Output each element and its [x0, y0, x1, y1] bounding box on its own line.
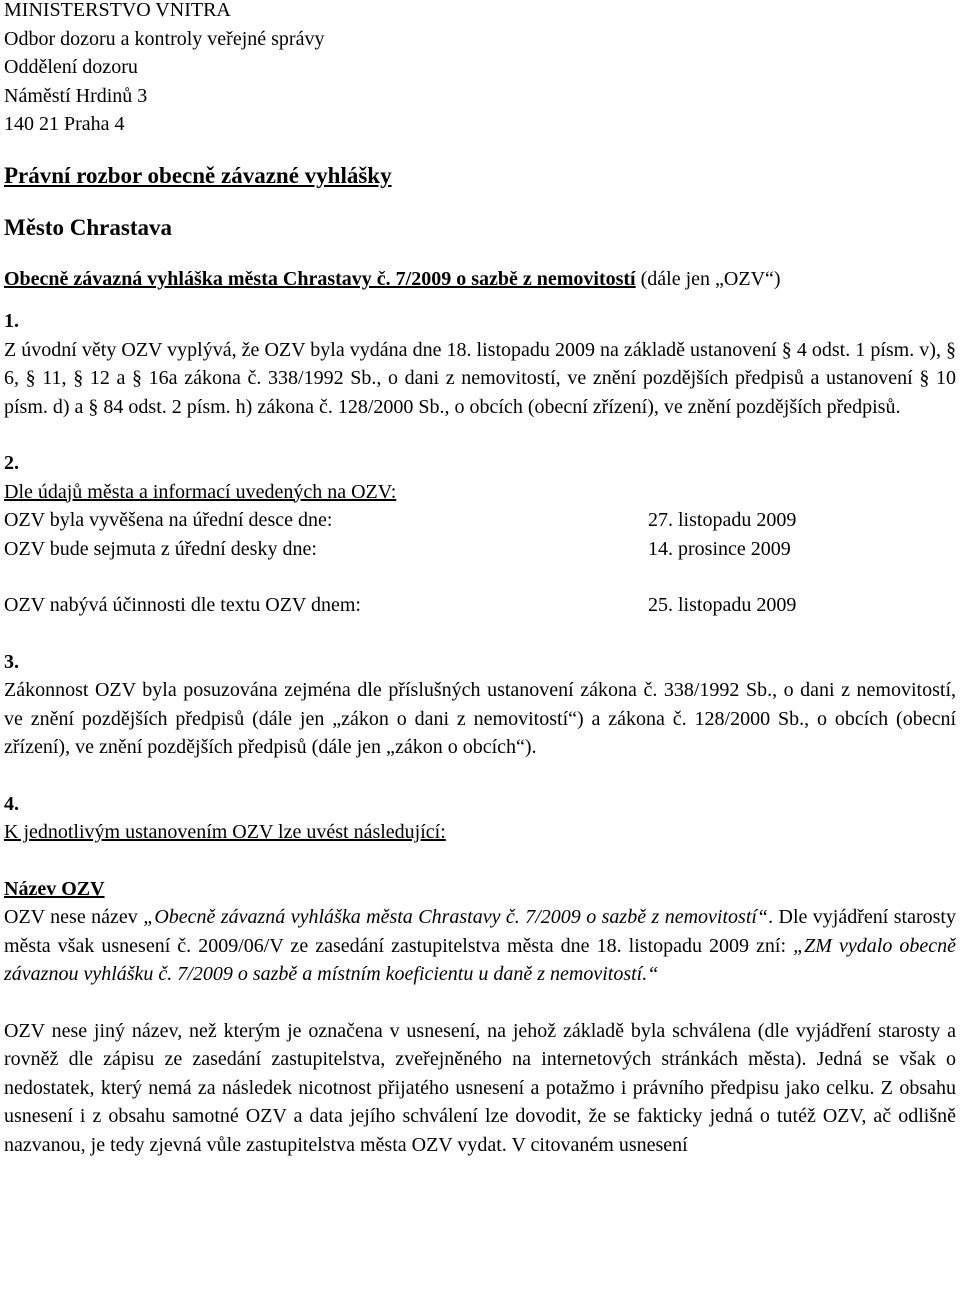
section-name: Oddělení dozoru [4, 56, 138, 78]
effective-date-value: 25. listopadu 2009 [648, 594, 797, 616]
section-4-heading: K jednotlivým ustanovením OZV lze uvést následující: [4, 821, 446, 843]
department-name: Odbor dozoru a kontroly veřejné správy [4, 27, 325, 50]
posted-date-value: 27. listopadu 2009 [648, 509, 797, 531]
removal-date-value: 14. prosince 2009 [648, 537, 791, 560]
name-paragraph-part-1: OZV nese název [4, 906, 144, 928]
removal-date-row [4, 535, 956, 564]
posted-date-label: OZV byla vyvěšena na úřední desce dne: [4, 509, 333, 531]
address-street: Náměstí Hrdinů 3 [4, 84, 148, 107]
name-paragraph [4, 903, 956, 989]
document-title: Právní rozbor obecně závazné vyhlášky [4, 162, 392, 188]
analysis-paragraph: OZV nese jiný název, než kterým je označena v usnesení, na jehož základě byla schválena (dle vyjádření starosty a rovněž dle zápisu ze zasedání zastupitelstva, zveřejněného na internetových stránkách města). Jedná se však o nedostatek, který nemá za následek nicotnost přijatého usnesení a potažmo i právního předpisu jako celku. Z obsahu usnesení i z obsahu samotné OZV a data jejího schválení lze dovodit, že se fakticky jedná o tutéž OZV, ač odlišně nazvanou, je tedy zjevná vůle zastupitelstva města OZV vydat. V citovaném usnesení [4, 1019, 956, 1156]
ozv-title-line [4, 265, 956, 294]
section-2-heading: Dle údajů města a informací uvedených na OZV: [4, 480, 397, 503]
ministry-name: MINISTERSTVO VNITRA [4, 0, 231, 21]
subsection-heading-name: Název OZV [4, 877, 105, 900]
letterhead [4, 0, 956, 139]
name-paragraph-part-2: . Dle vyjádření starosty města však usnesení č. 2009/06/V ze zasedání zastupitelstva města dne 18. listopadu 2009 zní: [4, 906, 956, 957]
removal-date-label: OZV bude sejmuta z úřední desky dne: [4, 537, 317, 560]
section-4-number: 4. [4, 792, 19, 815]
section-3-number: 3. [4, 650, 19, 673]
section-3-text: Zákonnost OZV byla posuzována zejména dle příslušných ustanovení zákona č. 338/1992 Sb., o dani z nemovitostí, ve znění pozdějších předpisů (dále jen „zákon o dani z nemovitostí“) a zákona č. 128/2000 Sb., o obcích (obecní zřízení), ve znění pozdějších předpisů (dále jen „zákon o obcích“). [4, 679, 956, 758]
effective-date-row [4, 591, 956, 620]
city-name: Město Chrastava [4, 214, 172, 240]
posted-date-row [4, 506, 956, 535]
ozv-abbreviation: (dále jen „OZV“) [635, 267, 781, 290]
section-1-text: Z úvodní věty OZV vyplývá, že OZV byla vydána dne 18. listopadu 2009 na základě ustanovení § 4 odst. 1 písm. v), § 6, § 11, § 12 a § 16a zákona č. 338/1992 Sb., o dani z nemovitostí, ve znění pozdějších předpisů a ustanovení § 10 písm. d) a § 84 odst. 2 písm. h) zákona č. 128/2000 Sb., o obcích (obecní zřízení), ve znění pozdějších předpisů. [4, 338, 956, 418]
resolution-quote: „ZM vydalo obecně závaznou vyhlášku č. 7/2009 o sazbě a místním koeficientu u daně z nemovitostí.“ [4, 934, 956, 985]
ozv-name: Obecně závazná vyhláška města Chrastavy č. 7/2009 o sazbě z nemovitostí [4, 267, 636, 290]
effective-date-label: OZV nabývá účinnosti dle textu OZV dnem: [4, 594, 361, 616]
section-2-number: 2. [4, 452, 19, 474]
ozv-quoted-name: „Obecně závazná vyhláška města Chrastavy č. 7/2009 o sazbě z nemovitostí“ [143, 906, 769, 928]
document-page [4, 0, 956, 1159]
section-1-number: 1. [4, 310, 19, 332]
address-city: 140 21 Praha 4 [4, 113, 125, 135]
